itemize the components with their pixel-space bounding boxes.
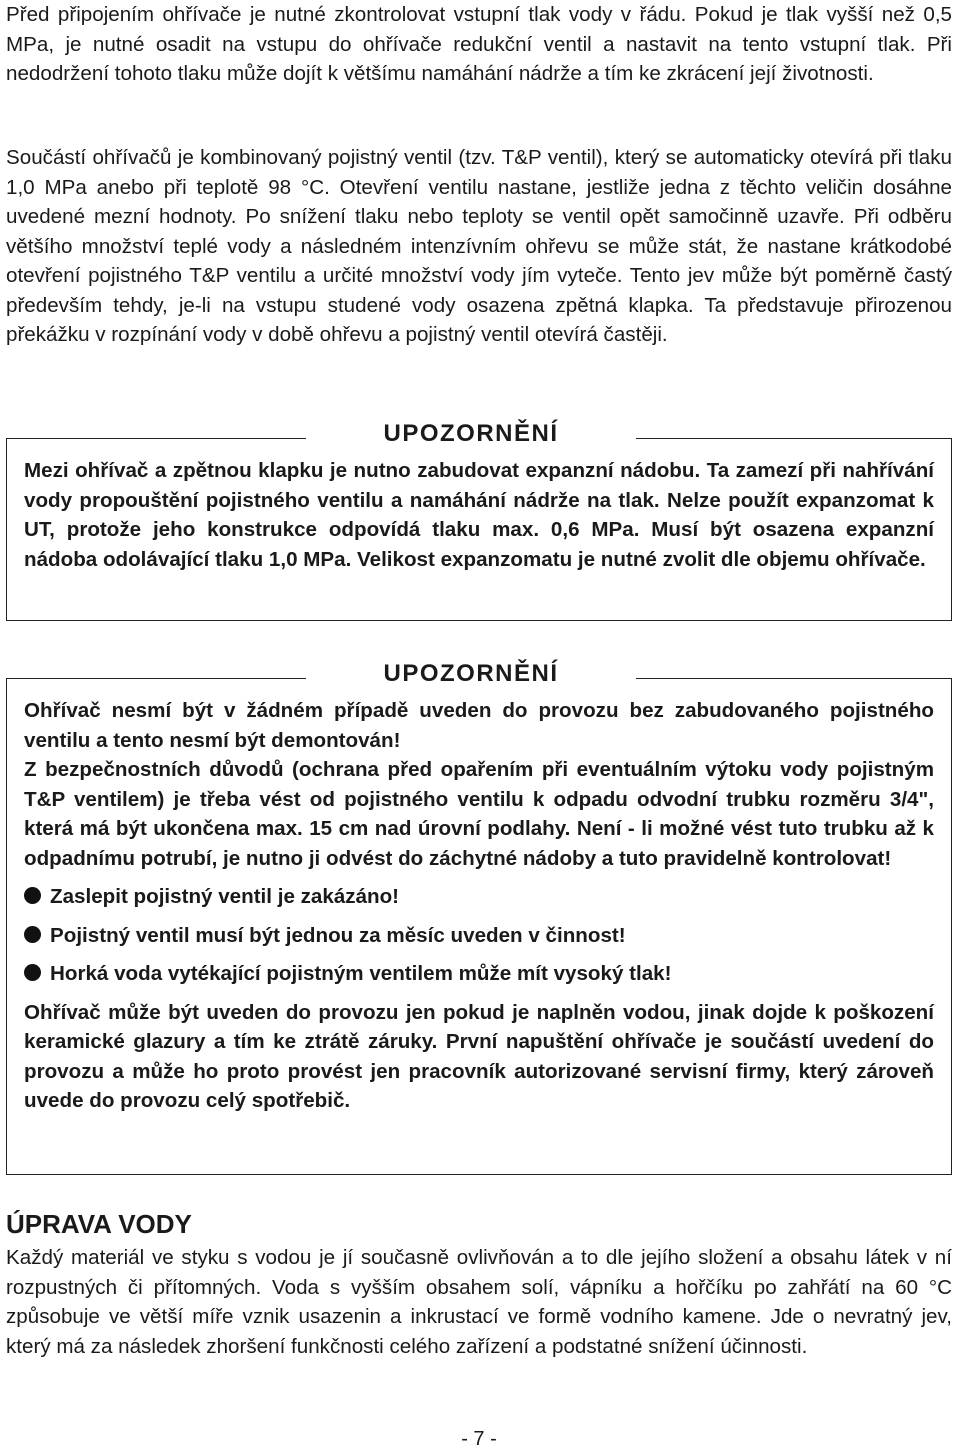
intro-paragraph-tp-valve: Součástí ohřívačů je kombinovaný pojistný ventil (tzv. T&P ventil), který se automaticky otevírá při tlaku 1,0 MPa anebo při teplotě 98 °C. Otevření ventilu nastane, jestliže jedna z těchto veličin dosáhne uvedené mezní hodnoty. Po snížení tlaku nebo teploty se ventil opět samočinně uzavře. Při odběru většího množství teplé vody a následném intenzívním ohřevu se může stát, že nastane krátkodobé otevření pojistného T&P ventilu a určité množství vody jím vyteče. Tento jev může být poměrně častý především tehdy, je-li na vstupu studené vody osazena zpětná klapka. Ta představuje přirozenou překážku v rozpínání vody v době ohřevu a pojistný ventil otevírá častěji.: [6, 146, 952, 346]
bullet-dot-icon: [24, 926, 41, 943]
section-title-water-treatment: ÚPRAVA VODY: [6, 1209, 192, 1239]
bullet-text: Horká voda vytékající pojistným ventilem může mít vysoký tlak!: [50, 962, 672, 985]
bullet-item: [24, 921, 934, 951]
page-number: - 7 -: [461, 1428, 497, 1450]
warning-paragraph-drain-pipe: Z bezpečnostních důvodů (ochrana před opařením při eventuálním výtoku vody pojistným T&P ventilem) je třeba vést od pojistného ventilu k odpadu odvodní trubku rozměru 3/4", která má být ukončena max. 15 cm nad úrovní podlahy. Není - li možné vést tuto trubku až k odpadnímu potrubí, je nutno ji odvést do záchytné nádoby a tuto pravidelně kontrolovat!: [24, 758, 934, 870]
bullet-item: [24, 959, 934, 989]
warning-title: UPOZORNĚNÍ: [383, 420, 559, 447]
bullet-item: [24, 882, 934, 912]
warning-paragraph-filling: Ohřívač může být uveden do provozu jen pokud je naplněn vodou, jinak dojde k poškození keramické glazury a tím ke ztrátě záruky. První napuštění ohřívače je součástí uvedení do provozu a může ho proto provést jen pracovník autorizované servisní firmy, který zároveň uvede do provozu celý spotřebič.: [24, 1000, 934, 1112]
bullet-dot-icon: [24, 887, 41, 904]
intro-paragraph-pressure: Před připojením ohřívače je nutné zkontrolovat vstupní tlak vody v řádu. Pokud je tlak vyšší než 0,5 MPa, je nutné osadit na vstupu do ohřívače redukční ventil a nastavit na tento vstupní tlak. Při nedodržení tohoto tlaku může dojít k většímu namáhání nádrže a tím ke zkrácení její životnosti.: [6, 3, 952, 85]
warning-title: UPOZORNĚNÍ: [383, 660, 559, 687]
bullet-text: Pojistný ventil musí být jednou za měsíc uveden v činnost!: [50, 923, 626, 947]
bullet-text: Zaslepit pojistný ventil je zakázáno!: [50, 885, 400, 908]
warning-paragraph-no-operation: Ohřívač nesmí být v žádném případě uveden do provozu bez zabudovaného pojistného ventilu a tento nesmí být demontován!: [24, 699, 934, 752]
warning-box-expansion-vessel: [6, 438, 952, 621]
warning-text: Mezi ohřívač a zpětnou klapku je nutno zabudovat expanzní nádobu. Ta zamezí při nahřívání vody propouštění pojistného ventilu a namáhání nádrže na tlak. Nelze použít expanzomat k UT, protože jeho konstrukce odpovídá tlaku max. 0,6 MPa. Musí být osazena expanzní nádoba odolávající tlaku 1,0 MPa. Velikost expanzomatu je nutné zvolit dle objemu ohřívače.: [24, 459, 934, 571]
section-body-water-treatment: Každý materiál ve styku s vodou je jí současně ovlivňován a to dle jejího složení a obsahu látek v ní rozpustných či přítomných. Voda s vyšším obsahem solí, vápníku a hořčíku po zahřátí na 60 °C způsobuje ve větší míře vznik usazenin a inkrustací ve formě vodního kamene. Jde o nevratný jev, který má za následek zhoršení funkčnosti celého zařízení a podstatné snížení účinnosti.: [6, 1246, 952, 1358]
bullet-dot-icon: [24, 964, 41, 981]
warning-box-safety-valve: [6, 678, 952, 1175]
